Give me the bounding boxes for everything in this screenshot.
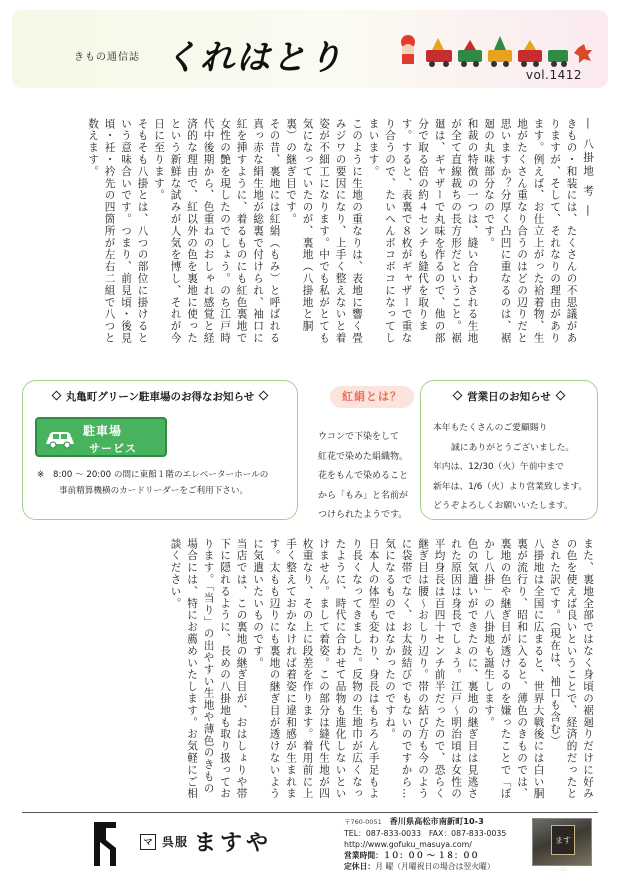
shop-prefix: 呉服 bbox=[162, 835, 189, 849]
tel: TEL：087-833-0033 bbox=[344, 829, 422, 838]
momi-explanation: ウコンで下染をして 紅花で染めた絹織物。 花をもんで染めること から「もみ」と名前が つけられたようです。 bbox=[318, 432, 409, 520]
article-hakkake-part2 bbox=[30, 538, 596, 804]
article-paragraph: 和裁の特徴の一つは、縫い合わされる生地が全て直線裁ちの長方形だということ。裾廻は、ギャザーで丸味を作るので、他の部分で取る倍の約４センチも縫代を取ります。すると、表裏で８枚がギャザーで重なり合うので、たいへんボコボコになってしまいます。 bbox=[367, 118, 479, 345]
car-icon bbox=[44, 429, 76, 449]
article-paragraph: 色の気遣いができたのに、裏地の継ぎ目は見逃された原因は身長でしょう。江戸～明治頃は女性の平均身長は百四十センチ前半だったので、恐らく継ぎ目は腰～おしり辺り。帯の結び方も今のように袋帯でなく、お太鼓結びでもないのですから…気になるものではなかったのですね。 bbox=[384, 538, 479, 800]
article-paragraph: このように生地の重なりは、表地に響く畳みジワの要因になり、上手く整えないと着姿が不細工になります。中でも私がとても気になっていたのが、裏地（八掛地と胴裏）の継ぎ目です。 bbox=[285, 118, 363, 345]
article-paragraph: また、裏地全部ではなく身頃の裾廻りだけに好みの色を使えば良いということで、経済的だったとされた訳です。（現在は、袖口も含む） bbox=[549, 538, 594, 800]
business-days-title: 営業日のお知らせ bbox=[421, 389, 597, 404]
business-days-box bbox=[420, 380, 598, 520]
fax: FAX：087-833-0035 bbox=[428, 829, 507, 838]
website-link[interactable]: http://www.gofuku_masuya.com/ bbox=[344, 840, 472, 849]
article-paragraph: 当店では、この裏地の継ぎ目が、おはしょりや帯下に隠れるように、長めの八掛地も取り扱っております。「当り」の出やすい生地や薄色のきもの場合には、特にお薦めいたします。お気軽にご相談ください。 bbox=[169, 538, 248, 800]
parking-service-badge bbox=[35, 417, 167, 457]
article-paragraph: 八掛地は全国に広まると、世界大戦後には白い胴裏が流行り、昭和に入ると、薄色のきものでは、裏地の色や継ぎ目が透けるのを嫌ったことで「ぼかし八掛」の八掛地も誕生します。 bbox=[483, 538, 545, 800]
parking-badge-line2: サービス bbox=[89, 442, 137, 455]
shop-logo-icon bbox=[92, 820, 118, 868]
business-hours: １０：００ ～ １８：００ bbox=[382, 850, 479, 860]
storefront-photo bbox=[532, 818, 592, 875]
shop-crest-icon: マ bbox=[140, 834, 156, 850]
zip-code: 〒760-0051 bbox=[344, 818, 382, 826]
article-paragraph: そもそも八掛とは、八つの部位に掛けるという意味合いです。つまり、前見頃・後見頃・衽・衿先の四箇所が左右二組で八つと数えます。 bbox=[87, 118, 149, 345]
article-paragraph: その昔、裏地には紅絹（もみ）と呼ばれる真っ赤な絹生地が総裏で付けられ、袖口に紅を挿すように、着るものにも紅色裏地で女性の艶を現したのでしょう。のち江戸時代中後期から、色重ねのおしゃれ感覚と経済的な理由で、紅以外の色を裏地に使ったという新鮮な試みが人気を博し、それが今日に至ります。 bbox=[153, 118, 281, 345]
article-hakkake-part1 bbox=[44, 118, 596, 350]
footer-divider bbox=[22, 812, 598, 813]
holiday: 月 曜（月曜祝日の場合は翌火曜） bbox=[375, 862, 495, 871]
shop-contact-info: 〒760-0051 香川県高松市南新町10-3 TEL：087-833-0033 FAX：087-833-0035 http://www.gofuku_masuya.com/ 営業時間：１０：００ ～ １８：００ 定休日：月 曜（月曜祝日の場合は翌火曜） bbox=[344, 816, 507, 871]
volume-number: vol.1412 bbox=[525, 68, 582, 82]
parking-badge-line1: 駐車場 bbox=[83, 424, 123, 438]
shop-name bbox=[140, 826, 272, 857]
address: 香川県高松市南新町10-3 bbox=[389, 816, 484, 826]
shop-name-text: ますや bbox=[194, 830, 273, 856]
business-days-text: 本年もたくさんのご愛顧賜り 誠にありがとうございました。 年内は、12/30（火）午前中まで 新年は、1/6（火）より営業致します。 どうぞよろしくお願いいたします。 bbox=[433, 423, 588, 511]
note-mark: ※ bbox=[37, 470, 45, 480]
magazine-subtitle: きもの通信誌 bbox=[74, 52, 140, 63]
parking-notice-box bbox=[22, 380, 298, 520]
diamond-icon bbox=[555, 391, 565, 401]
parking-notice-title: 丸亀町グリーン駐車場のお得なお知らせ bbox=[23, 389, 297, 404]
diamond-icon bbox=[51, 391, 61, 401]
santa-train-illustration bbox=[392, 32, 598, 68]
article-paragraph: 日本人の体型も変わり、身長はもちろん手足もより長くなってきました。反物の生地巾が広くなったように、時代に合わせて品物も進化しないといけません。まして着姿。この部分は縫代生地が四枚重なり、その上に段差を作ります。着用前に上手く整えておかなければ着姿に違和感が生まれます。太もも辺りにも裏地の継ぎ目が透けないように気遣いたいものです。 bbox=[252, 538, 380, 800]
masthead bbox=[12, 10, 608, 88]
store-sign: ますや bbox=[551, 825, 575, 855]
momi-heading: 紅絹とは？ bbox=[330, 386, 414, 408]
diamond-icon bbox=[453, 391, 463, 401]
parking-note: ※ 8:00 ～ 20:00 の間に東館１階のエレベーターホールの 事前精算機横のカードリーダーをご利用下さい。 bbox=[37, 467, 293, 499]
magazine-title: くれはとり bbox=[164, 38, 344, 78]
diamond-icon bbox=[259, 391, 269, 401]
article-paragraph: きもの・和装には、たくさんの不思議がありますが、そして、それなりの理由があります。例えば、お仕立上がった袷着物、生地がたくさん重なり合うのはどの辺りだと思いますか？分厚く凸凹に重なるのは、裾廻の丸味部分なのです。 bbox=[483, 118, 578, 345]
article-heading: ― 八掛地 考 ― bbox=[582, 118, 594, 219]
